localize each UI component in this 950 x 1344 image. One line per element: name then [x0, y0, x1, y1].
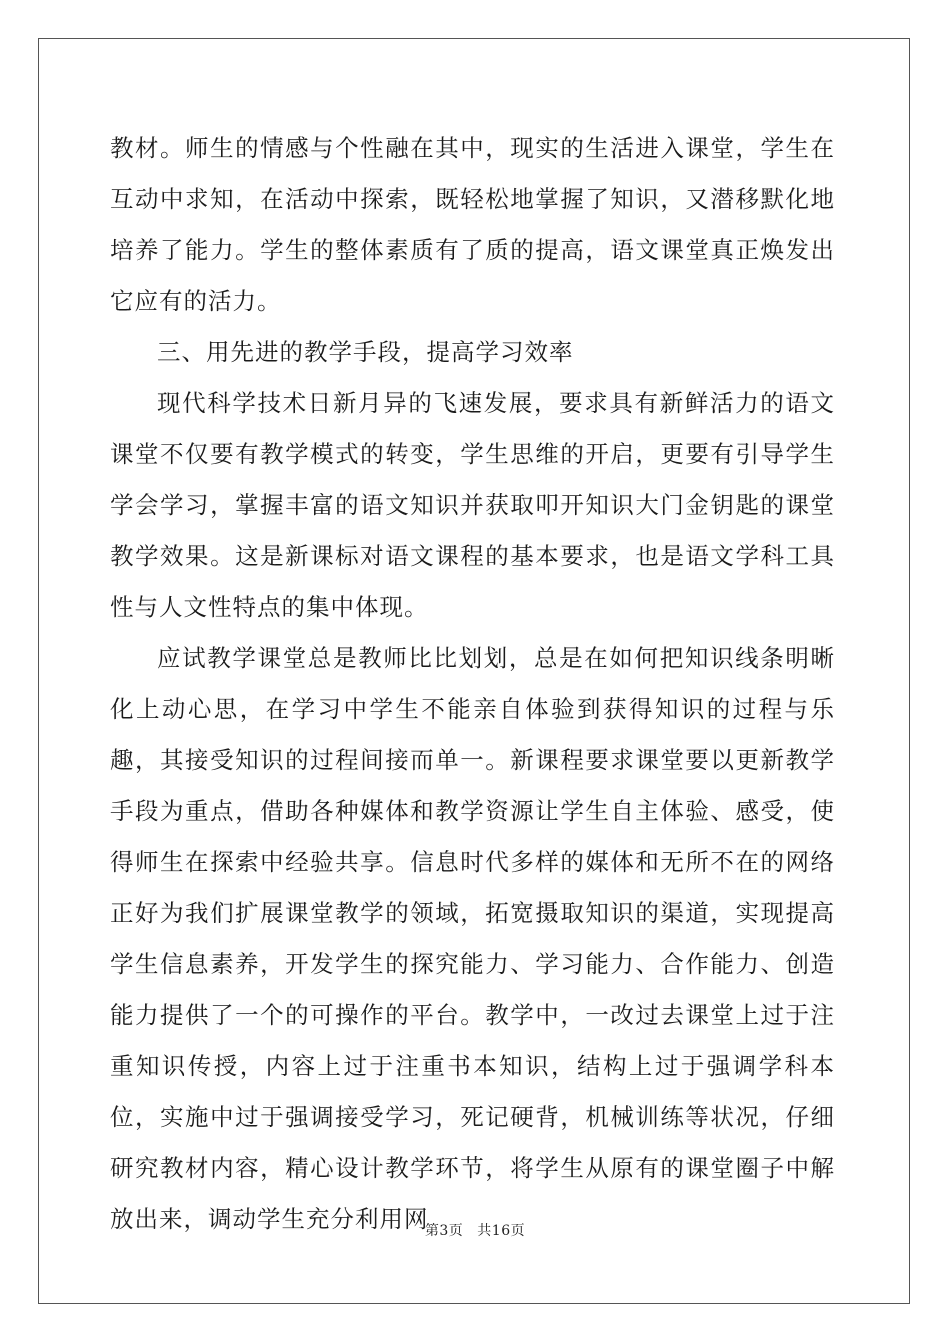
document-body: [110, 123, 835, 1245]
section-heading: 三、用先进的教学手段，提高学习效率: [157, 338, 574, 366]
paragraph-2: 现代科学技术日新月异的飞速发展，要求具有新鲜活力的语文课堂不仅要有教学模式的转变，学生思维的开启，更要有引导学生学会学习，掌握丰富的语文知识并获取叩开知识大门金钥匙的课堂教学效果。这是新课标对语文课程的基本要求，也是语文学科工具性与人文性特点的集中体现。: [110, 389, 835, 621]
current-page-number: 第3页: [424, 1223, 464, 1239]
total-page-count: 共16页: [477, 1223, 526, 1239]
page-footer: [0, 1220, 950, 1240]
paragraph-3: 应试教学课堂总是教师比比划划，总是在如何把知识线条明晰化上动心思，在学习中学生不能亲自体验到获得知识的过程与乐趣，其接受知识的过程间接而单一。新课程要求课堂要以更新教学手段为重点，借助各种媒体和教学资源让学生自主体验、感受，使得师生在探索中经验共享。信息时代多样的媒体和无所不在的网络正好为我们扩展课堂教学的领域，拓宽摄取知识的渠道，实现提高学生信息素养，开发学生的探究能力、学习能力、合作能力、创造能力提供了一个的可操作的平台。教学中，一改过去课堂上过于注重知识传授，内容上过于注重书本知识，结构上过于强调学科本位，实施中过于强调接受学习，死记硬背，机械训练等状况，仔细研究教材内容，精心设计教学环节，将学生从原有的课堂圈子中解放出来，调动学生充分利用网: [110, 644, 835, 1233]
paragraph-1: 教材。师生的情感与个性融在其中，现实的生活进入课堂，学生在互动中求知，在活动中探索，既轻松地掌握了知识，又潜移默化地培养了能力。学生的整体素质有了质的提高，语文课堂真正焕发出它应有的活力。: [110, 134, 835, 315]
